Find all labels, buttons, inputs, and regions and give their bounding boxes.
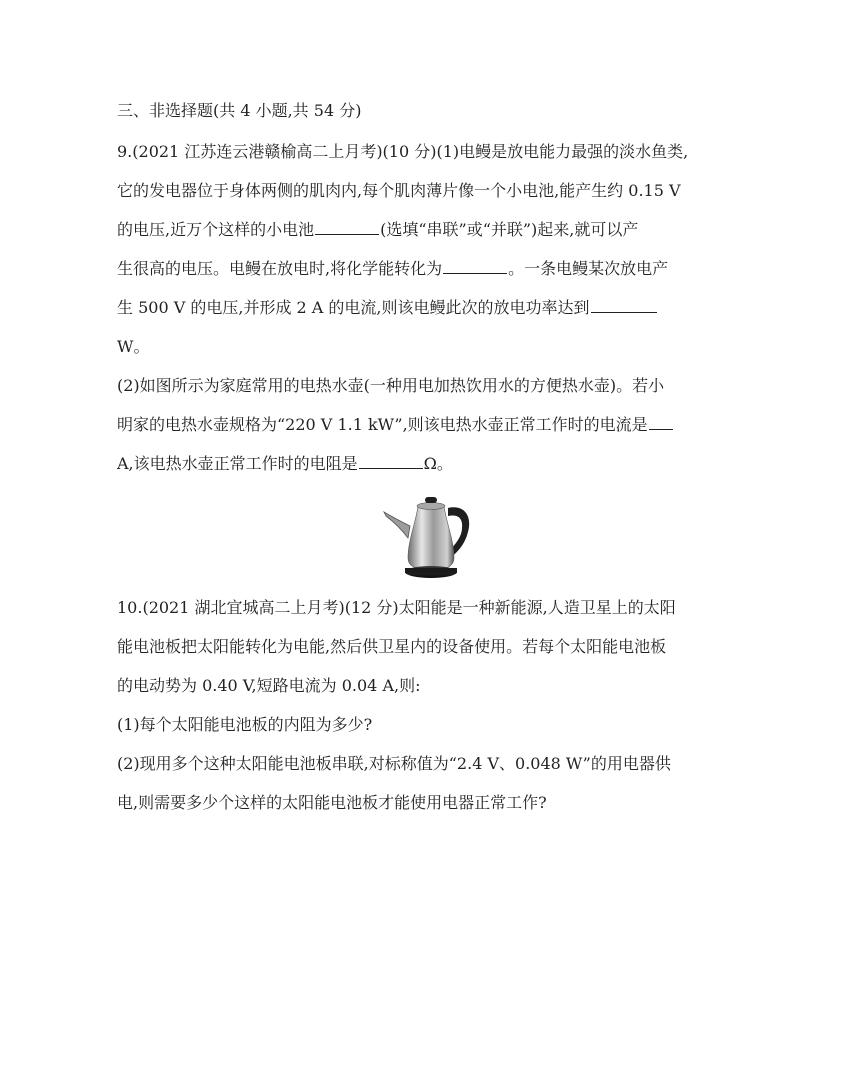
q9-line-9-text-b: Ω。 — [423, 454, 453, 473]
section-title: 三、非选择题(共 4 小题,共 54 分) — [117, 101, 362, 120]
q9-line-9 — [117, 453, 757, 475]
q9-line-4-text-a: 生很高的电压。电鳗在放电时,将化学能转化为 — [117, 259, 443, 278]
q10-sub-1: (1)每个太阳能电池板的内阻为多少? — [117, 715, 373, 734]
q10-sub-2-line-2: 电,则需要多少个这样的太阳能电池板才能使用电器正常工作? — [117, 793, 547, 812]
q9-line-1: 9.(2021 江苏连云港赣榆高二上月考)(10 分)(1)电鳗是放电能力最强的淡水鱼类, — [117, 142, 689, 161]
q9-line-4 — [117, 258, 757, 280]
q9-line-8-text: 明家的电热水壶规格为“220 V 1.1 kW”,则该电热水壶正常工作时的电流是 — [117, 415, 648, 434]
q9-line-6: W。 — [117, 337, 150, 356]
answer-blank-1 — [315, 220, 379, 235]
q10-line-3: 的电动势为 0.40 V,短路电流为 0.04 A,则: — [117, 676, 421, 695]
q9-line-5 — [117, 297, 757, 319]
q9-line-7: (2)如图所示为家庭常用的电热水壶(一种用电加热饮用水的方便热水壶)。若小 — [117, 376, 665, 395]
q10-line-1: 10.(2021 湖北宜城高二上月考)(12 分)太阳能是一种新能源,人造卫星上的太阳 — [117, 598, 676, 617]
q9-line-3-text-b: (选填“串联”或“并联”)起来,就可以产 — [380, 220, 639, 239]
q10-line-2: 能电池板把太阳能转化为电能,然后供卫星内的设备使用。若每个太阳能电池板 — [117, 637, 667, 656]
answer-blank-5 — [359, 454, 423, 469]
q9-line-8 — [117, 414, 757, 436]
q9-line-2: 它的发电器位于身体两侧的肌肉内,每个肌肉薄片像一个小电池,能产生约 0.15 V — [117, 181, 681, 200]
electric-kettle-icon — [380, 492, 480, 582]
answer-blank-2 — [443, 259, 507, 274]
q9-line-3 — [117, 219, 757, 241]
answer-blank-4 — [649, 415, 673, 430]
q9-line-9-text-a: A,该电热水壶正常工作时的电阻是 — [117, 454, 358, 473]
q9-line-5-text: 生 500 V 的电压,并形成 2 A 的电流,则该电鳗此次的放电功率达到 — [117, 298, 590, 317]
answer-blank-3 — [591, 298, 657, 313]
q9-line-4-text-b: 。一条电鳗某次放电产 — [508, 259, 669, 278]
q10-sub-2-line-1: (2)现用多个这种太阳能电池板串联,对标称值为“2.4 V、0.048 W”的用电器供 — [117, 754, 671, 773]
q9-line-3-text-a: 的电压,近万个这样的小电池 — [117, 220, 315, 239]
